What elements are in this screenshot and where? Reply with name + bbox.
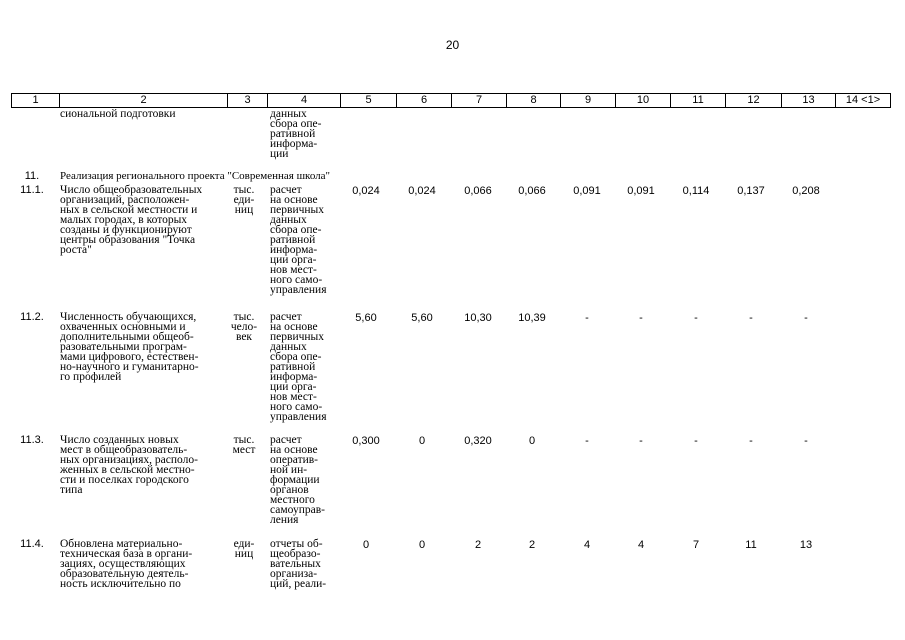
description-line: дополнительными общеоб- xyxy=(60,331,194,343)
source-line: органов xyxy=(270,484,309,496)
header-col-9: 9 xyxy=(560,94,615,107)
header-col-8: 8 xyxy=(506,94,560,107)
description-line: Число созданных новых xyxy=(60,434,179,446)
source-line: нов мест- xyxy=(270,391,317,403)
header-col-13: 13 xyxy=(781,94,835,107)
value-cell-12: - xyxy=(749,312,753,324)
source-line: сбора опе- xyxy=(270,224,322,236)
source-line: ции орга- xyxy=(270,381,317,393)
description-line: сти и поселках городского xyxy=(60,474,189,486)
value-cell-7: 0,320 xyxy=(464,435,492,447)
value-cell-10: 0,091 xyxy=(627,185,655,197)
source-line: данных xyxy=(270,214,307,226)
source-line: расчет xyxy=(270,311,302,323)
value-cell-7: 0,066 xyxy=(464,185,492,197)
description-line: типа xyxy=(60,484,83,496)
source-line: ной ин- xyxy=(270,464,308,476)
value-cell-13: 0,208 xyxy=(792,185,820,197)
row-unit xyxy=(228,312,260,342)
description-line: женных в сельской местно- xyxy=(60,464,195,476)
unit-line: тыс. xyxy=(233,434,255,446)
value-cell-9: 0,091 xyxy=(573,185,601,197)
unit-line: тыс. xyxy=(233,184,255,196)
value-cell-10: 4 xyxy=(637,539,645,551)
source-line: ративной xyxy=(270,234,316,246)
value-cell-6: 0 xyxy=(418,435,426,447)
description-line: го профилей xyxy=(60,371,122,383)
value-cell-5: 0,300 xyxy=(352,435,380,447)
page-number: 20 xyxy=(445,38,460,52)
section-number: 11. xyxy=(24,170,40,182)
source-line: информа- xyxy=(270,244,318,256)
header-col-7: 7 xyxy=(451,94,506,107)
value-cell-5: 5,60 xyxy=(355,312,377,324)
description-line: разовательными програм- xyxy=(60,341,187,353)
source-line: вательных xyxy=(270,558,321,570)
unit-line: ниц xyxy=(234,204,254,216)
value-cell-8: 0 xyxy=(528,435,536,447)
value-cell-11: - xyxy=(694,312,698,324)
description-line: техническая база в органи- xyxy=(60,548,193,560)
description-line: ных организациях, располо- xyxy=(60,454,198,466)
row-unit xyxy=(228,435,260,455)
source-line: данных xyxy=(270,341,307,353)
source-line: формации xyxy=(270,474,320,486)
source-line: нов мест- xyxy=(270,264,317,276)
row-source xyxy=(270,185,336,295)
description-line: мами цифрового, естествен- xyxy=(60,351,199,363)
source-line: данных xyxy=(270,108,307,120)
value-cell-10: - xyxy=(639,435,643,447)
description-line: центры образования "Точка xyxy=(60,234,196,246)
carry-over-source xyxy=(270,109,336,159)
description-line: созданы и функционируют xyxy=(60,224,192,236)
value-cell-9: 4 xyxy=(583,539,591,551)
source-line: ного само- xyxy=(270,401,323,413)
row-description xyxy=(60,539,222,589)
table-header xyxy=(11,93,891,108)
value-cell-12: 0,137 xyxy=(737,185,765,197)
value-cell-12: 11 xyxy=(745,539,757,551)
carry-over-desc: сиональной подготовки xyxy=(60,108,176,120)
header-col-14: 14 <1> xyxy=(835,94,890,107)
source-line: ративной xyxy=(270,361,316,373)
value-cell-6: 0,024 xyxy=(408,185,436,197)
source-line: ления xyxy=(270,514,299,526)
source-line: организа- xyxy=(270,568,318,580)
source-line: сбора опе- xyxy=(270,351,322,363)
source-line: местного xyxy=(270,494,315,506)
source-line: первичных xyxy=(270,331,325,343)
value-cell-5: 0 xyxy=(362,539,370,551)
description-line: образовательную деятель- xyxy=(60,568,189,580)
row-source xyxy=(270,312,336,422)
value-cell-9: - xyxy=(585,312,589,324)
description-line: Обновлена материально- xyxy=(60,538,183,550)
source-line: ного само- xyxy=(270,274,323,286)
source-line: ций, реали- xyxy=(270,578,327,590)
description-line: ных в сельской местности и xyxy=(60,204,198,216)
description-line: охваченных основными и xyxy=(60,321,186,333)
source-line: расчет xyxy=(270,434,302,446)
description-line: малых городах, в которых xyxy=(60,214,188,226)
source-line: на основе xyxy=(270,444,318,456)
unit-line: тыс. xyxy=(233,311,255,323)
header-col-10: 10 xyxy=(615,94,670,107)
source-line: первичных xyxy=(270,204,325,216)
row-number: 11.1. xyxy=(20,184,44,196)
value-cell-13: 13 xyxy=(799,539,813,551)
source-line: ративной xyxy=(270,128,316,140)
value-cell-13: - xyxy=(804,435,808,447)
value-cell-6: 0 xyxy=(418,539,426,551)
source-line: на основе xyxy=(270,321,318,333)
source-line: оператив- xyxy=(270,454,319,466)
source-line: самоуправ- xyxy=(270,504,325,516)
header-col-11: 11 xyxy=(670,94,725,107)
header-col-2: 2 xyxy=(59,94,227,107)
section-title: Реализация регионального проекта "Современная школа" xyxy=(60,170,331,182)
unit-line: еди- xyxy=(233,194,255,206)
row-description xyxy=(60,435,222,495)
row-number: 11.4. xyxy=(20,538,44,550)
row-source xyxy=(270,435,336,525)
source-line: на основе xyxy=(270,194,318,206)
header-col-1: 1 xyxy=(32,94,39,106)
row-unit xyxy=(228,539,260,559)
unit-line: век xyxy=(235,331,253,343)
description-line: но-научного и гуманитарно- xyxy=(60,361,199,373)
value-cell-6: 5,60 xyxy=(411,312,433,324)
value-cell-7: 10,30 xyxy=(464,312,492,324)
value-cell-13: - xyxy=(804,312,808,324)
row-number: 11.2. xyxy=(20,311,44,323)
value-cell-10: - xyxy=(639,312,643,324)
source-line: ции xyxy=(270,148,289,160)
value-cell-11: - xyxy=(694,435,698,447)
value-cell-7: 2 xyxy=(474,539,482,551)
source-line: управления xyxy=(270,284,327,296)
row-description xyxy=(60,185,222,255)
value-cell-9: - xyxy=(585,435,589,447)
value-cell-11: 7 xyxy=(692,539,700,551)
row-unit xyxy=(228,185,260,215)
value-cell-5: 0,024 xyxy=(352,185,380,197)
source-line: информа- xyxy=(270,138,318,150)
description-line: роста" xyxy=(60,244,92,256)
header-col-6: 6 xyxy=(396,94,451,107)
value-cell-12: - xyxy=(749,435,753,447)
unit-line: ниц xyxy=(234,548,254,560)
unit-line: мест xyxy=(232,444,256,456)
source-line: сбора опе- xyxy=(270,118,322,130)
unit-line: еди- xyxy=(233,538,255,550)
header-col-4: 4 xyxy=(267,94,340,107)
description-line: Численность обучающихся, xyxy=(60,311,197,323)
source-line: информа- xyxy=(270,371,318,383)
source-line: отчеты об- xyxy=(270,538,323,550)
value-cell-8: 2 xyxy=(528,539,536,551)
row-source xyxy=(270,539,336,589)
source-line: ции орга- xyxy=(270,254,317,266)
description-line: зациях, осуществляющих xyxy=(60,558,186,570)
description-line: ность исключительно по xyxy=(60,578,181,590)
header-col-12: 12 xyxy=(725,94,781,107)
description-line: мест в общеобразователь- xyxy=(60,444,188,456)
unit-line: чело- xyxy=(230,321,258,333)
header-col-3: 3 xyxy=(227,94,267,107)
description-line: Число общеобразовательных xyxy=(60,184,203,196)
row-description xyxy=(60,312,222,382)
row-number: 11.3. xyxy=(20,434,44,446)
source-line: щеобразо- xyxy=(270,548,321,560)
source-line: расчет xyxy=(270,184,302,196)
value-cell-8: 0,066 xyxy=(518,185,546,197)
header-col-5: 5 xyxy=(340,94,396,107)
source-line: управления xyxy=(270,411,327,423)
value-cell-8: 10,39 xyxy=(518,312,546,324)
value-cell-11: 0,114 xyxy=(682,185,710,197)
description-line: организаций, расположен- xyxy=(60,194,190,206)
